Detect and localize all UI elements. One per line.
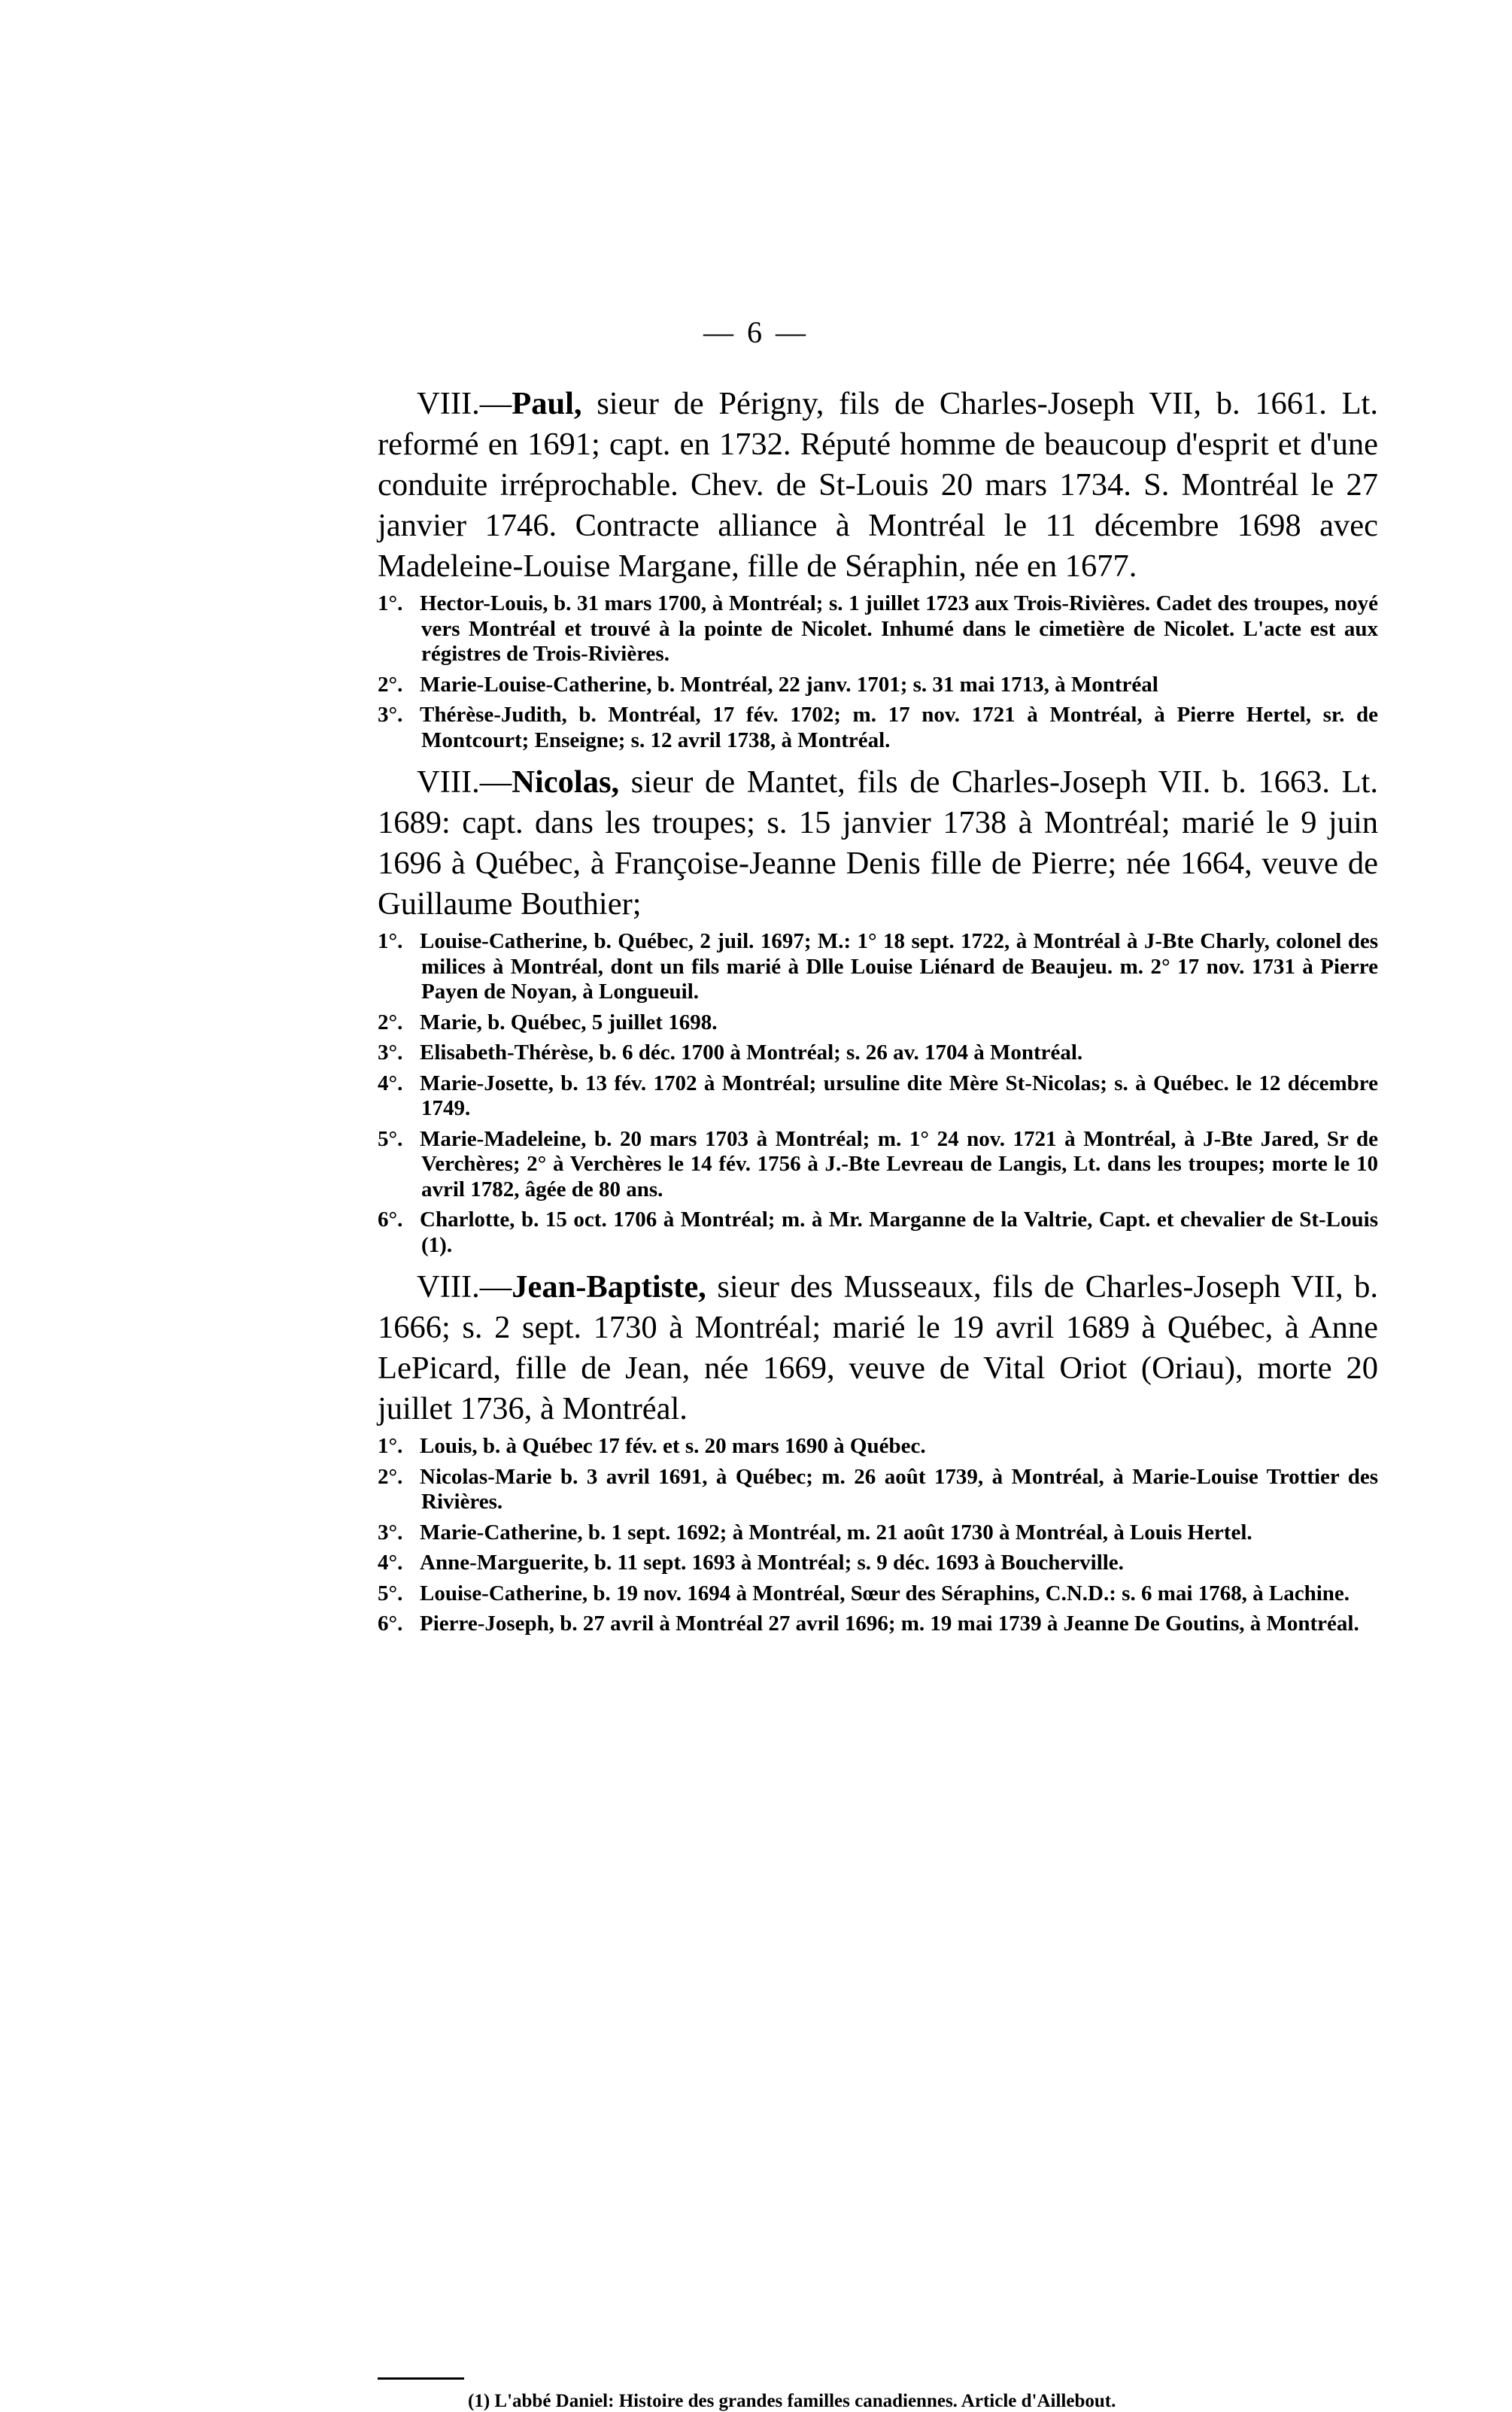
child-text: Thérèse-Judith, b. Montréal, 17 fév. 1702; m. 17 nov. 1721 à Montréal, à Pierre Hertel, sr. de Montcourt; Enseigne; s. 12 avril 1738, à Montréal. [420, 703, 1378, 752]
child-entry [378, 1465, 1378, 1515]
child-number: 5°. [378, 1581, 403, 1605]
entry-description: sieur de Périgny, fils de Charles-Joseph VII, b. 1661. Lt. reformé en 1691; capt. en 1732. Réputé homme de beaucoup d'esprit et d'une conduite irréprochable. Chev. de St-Louis 20 mars 1734. S. Montréal le 27 janvier 1746. Contracte alliance à Montréal le 11 décembre 1698 avec Madeleine-Louise Margane, fille de Séraphin, née en 1677. [378, 386, 1378, 584]
child-text: Louis, b. à Québec 17 fév. et s. 20 mars 1690 à Québec. [420, 1434, 926, 1458]
footnote: (1) L'abbé Daniel: Histoire des grandes familles canadiennes. Article d'Aillebout. [468, 2391, 1116, 2411]
entry-heading [378, 1267, 1378, 1429]
child-number: 6°. [378, 1208, 403, 1232]
generation-label: VIII.— [417, 386, 512, 421]
children-list [378, 591, 1378, 753]
child-number: 4°. [378, 1551, 403, 1575]
person-name: Jean-Baptiste, [512, 1269, 706, 1305]
child-text: Pierre-Joseph, b. 27 avril à Montréal 27 avril 1696; m. 19 mai 1739 à Jeanne De Goutins, à Montréal. [420, 1612, 1359, 1636]
child-text: Marie-Josette, b. 13 fév. 1702 à Montréal; ursuline dite Mère St-Nicolas; s. à Québec. le 12 décembre 1749. [420, 1071, 1378, 1120]
child-entry [378, 1551, 1378, 1576]
child-number: 2°. [378, 1010, 403, 1034]
child-text: Charlotte, b. 15 oct. 1706 à Montréal; m. à Mr. Marganne de la Valtrie, Capt. et chevalier de St-Louis (1). [420, 1208, 1378, 1257]
generation-label: VIII.— [417, 764, 512, 800]
child-entry [378, 1434, 1378, 1460]
child-text: Nicolas-Marie b. 3 avril 1691, à Québec; m. 26 août 1739, à Montréal, à Marie-Louise Trottier des Rivières. [420, 1464, 1378, 1514]
child-entry [378, 591, 1378, 667]
child-text: Louise-Catherine, b. 19 nov. 1694 à Montréal, Sœur des Séraphins, C.N.D.: s. 6 mai 1768, à Lachine. [420, 1581, 1350, 1605]
entry-heading [378, 762, 1378, 925]
child-text: Marie, b. Québec, 5 juillet 1698. [420, 1010, 718, 1034]
page-number: — 6 — [703, 315, 809, 349]
entry-heading [378, 384, 1378, 587]
child-number: 3°. [378, 1040, 403, 1065]
child-number: 2°. [378, 1464, 403, 1489]
child-number: 3°. [378, 703, 403, 727]
child-text: Elisabeth-Thérèse, b. 6 déc. 1700 à Montréal; s. 26 av. 1704 à Montréal. [420, 1040, 1083, 1065]
child-entry [378, 1071, 1378, 1122]
child-entry [378, 1612, 1378, 1637]
child-number: 1°. [378, 1434, 403, 1458]
child-text: Louise-Catherine, b. Québec, 2 juil. 1697; M.: 1° 18 sept. 1722, à Montréal à J-Bte Charly, colonel des milices à Montréal, dont un fils marié à Dlle Louise Liénard de Beaujeu. m. 2° 17 nov. 1731 à Pierre Payen de Noyan, à Longueuil. [420, 929, 1378, 1004]
person-name: Paul, [512, 386, 582, 421]
child-number: 2°. [378, 672, 403, 697]
generation-label: VIII.— [417, 1269, 512, 1305]
child-entry [378, 1208, 1378, 1258]
child-number: 5°. [378, 1126, 403, 1151]
child-text: Marie-Louise-Catherine, b. Montréal, 22 janv. 1701; s. 31 mai 1713, à Montréal [420, 672, 1158, 697]
child-number: 3°. [378, 1520, 403, 1545]
child-number: 6°. [378, 1612, 403, 1636]
child-entry [378, 929, 1378, 1005]
footnote-divider [378, 2377, 464, 2380]
child-number: 1°. [378, 929, 403, 953]
entry-description: sieur des Musseaux, fils de Charles-Joseph VII, b. 1666; s. 2 sept. 1730 à Montréal; marié le 19 avril 1689 à Québec, à Anne LePicard, fille de Jean, née 1669, veuve de Vital Oriot (Oriau), morte 20 juillet 1736, à Montréal. [378, 1269, 1378, 1426]
child-entry [378, 1581, 1378, 1607]
entry-description: sieur de Mantet, fils de Charles-Joseph VII. b. 1663. Lt. 1689: capt. dans les troupes; s. 15 janvier 1738 à Montréal; marié le 9 juin 1696 à Québec, à Françoise-Jeanne Denis fille de Pierre; née 1664, veuve de Guillaume Bouthier; [378, 764, 1378, 922]
child-number: 4°. [378, 1071, 403, 1095]
children-list [378, 1434, 1378, 1637]
child-text: Marie-Catherine, b. 1 sept. 1692; à Montréal, m. 21 août 1730 à Montréal, à Louis Hertel. [420, 1520, 1252, 1545]
entry-nicolas [378, 762, 1378, 1258]
child-text: Marie-Madeleine, b. 20 mars 1703 à Montréal; m. 1° 24 nov. 1721 à Montréal, à J-Bte Jared, Sr de Verchères; 2° à Verchères le 14 fév. 1756 à J.-Bte Levreau de Langis, Lt. dans les troupes; morte le 10 avril 1782, âgée de 80 ans. [420, 1126, 1378, 1201]
child-entry [378, 673, 1378, 698]
child-entry [378, 1127, 1378, 1203]
entry-jean-baptiste [378, 1267, 1378, 1637]
entry-paul [378, 384, 1378, 753]
genealogy-text [378, 384, 1378, 1642]
child-number: 1°. [378, 591, 403, 615]
child-entry [378, 1010, 1378, 1036]
child-text: Anne-Marguerite, b. 11 sept. 1693 à Montréal; s. 9 déc. 1693 à Boucherville. [420, 1551, 1124, 1575]
person-name: Nicolas, [512, 764, 620, 800]
child-entry [378, 703, 1378, 753]
child-entry [378, 1040, 1378, 1066]
children-list [378, 929, 1378, 1258]
child-entry [378, 1520, 1378, 1546]
child-text: Hector-Louis, b. 31 mars 1700, à Montréal; s. 1 juillet 1723 aux Trois-Rivières. Cadet des troupes, noyé vers Montréal et trouvé à la pointe de Nicolet. Inhumé dans le cimetière de Nicolet. L'acte est aux régistres de Trois-Rivières. [420, 591, 1378, 666]
